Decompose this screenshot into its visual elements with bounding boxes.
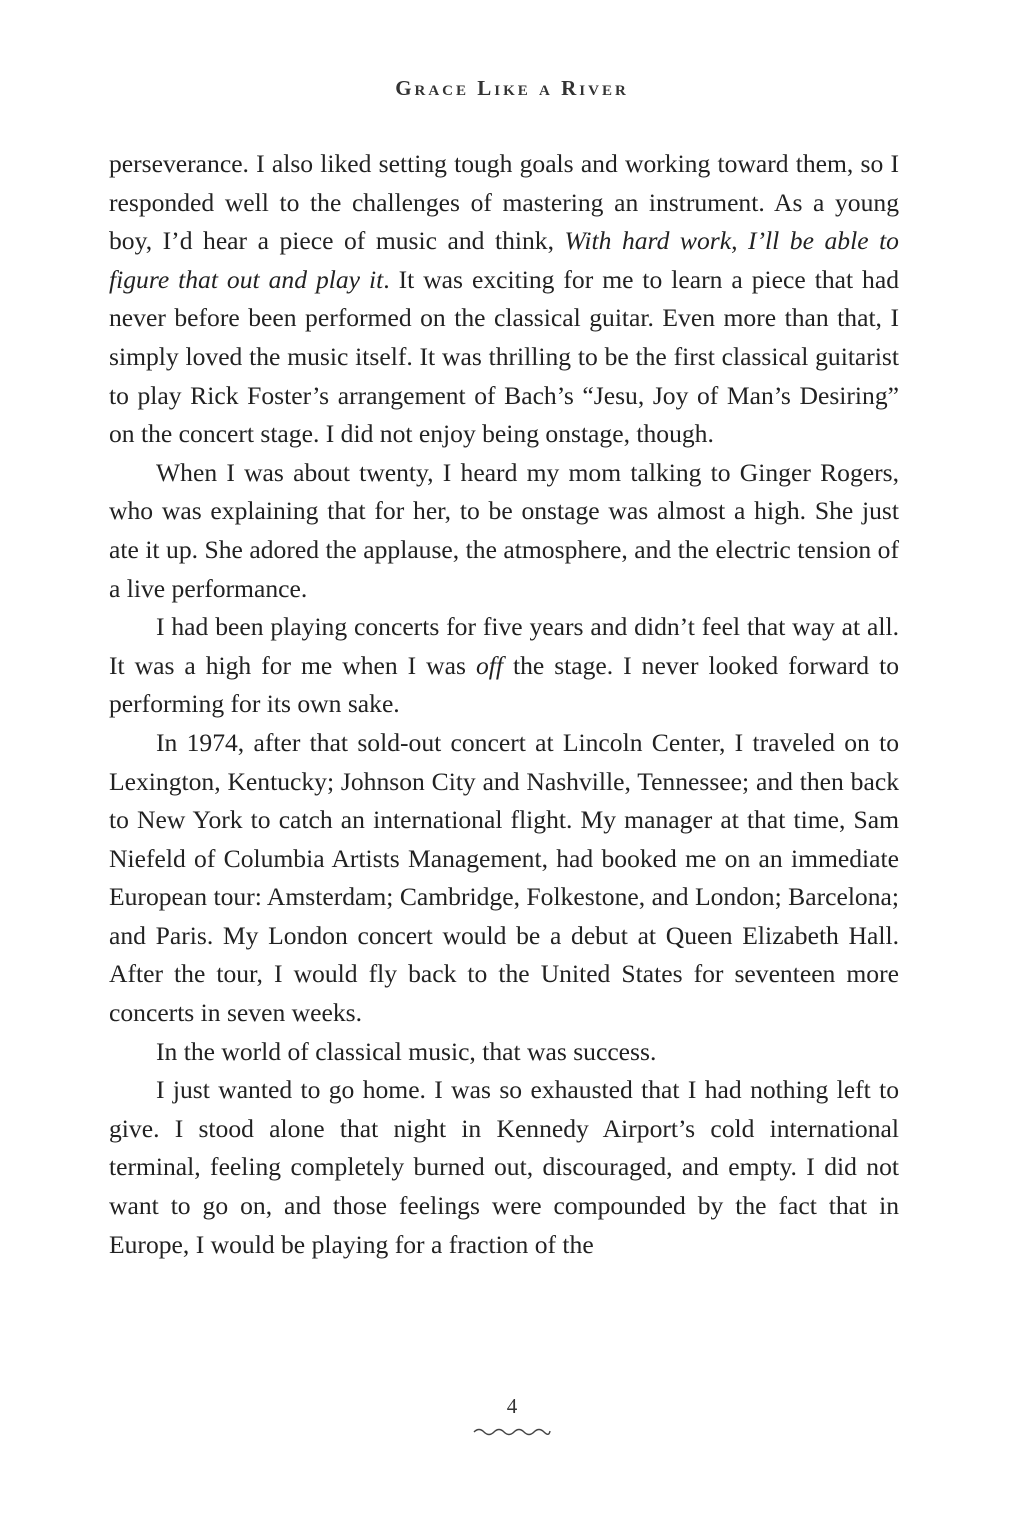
paragraph-1 [109, 145, 899, 454]
running-head: Grace Like a River [395, 76, 629, 100]
paragraph-6: I just wanted to go home. I was so exhausted that I had nothing left to give. I stood alone that night in Kennedy Airport’s cold international terminal, feeling completely burned out, discouraged, and empty. I did not want to go on, and those feelings were compounded by the fact that in Europe, I would be playing for a fraction of the [109, 1075, 899, 1259]
paragraph-3-text-a: I had been playing concerts for five years and didn’t feel that way at all. It was a high for me when I was [109, 612, 899, 680]
paragraph-4: In 1974, after that sold-out concert at Lincoln Center, I traveled on to Lexington, Kentucky; Johnson City and Nashville, Tennessee; and then back to New York to catch an international flight. My manager at that time, Sam Niefeld of Columbia Artists Management, had booked me on an immediate European tour: Amsterdam; Cambridge, Folkestone, and London; Barcelona; and Paris. My London concert would be a debut at Queen Elizabeth Hall. After the tour, I would fly back to the United States for seventeen more concerts in seven weeks. [109, 727, 899, 1028]
paragraph-2: When I was about twenty, I heard my mom talking to Ginger Rogers, who was explaining that for her, to be onstage was almost a high. She just ate it up. She adored the applause, the atmosphere, and the electric tension of a live performance. [109, 457, 899, 603]
paragraph-3-italic: off [475, 650, 503, 680]
wave-ornament-icon [472, 1426, 552, 1438]
paragraph-1-text-a: perseverance. I also liked setting tough goals and working toward them, so I responded well to the challenges of mastering an instrument. As a young boy, I’d hear a piece of music and think, [109, 149, 899, 256]
paragraph-1-italic: With hard work, I’ll be able to figure that out and play it [109, 226, 899, 294]
paragraph-3 [109, 608, 899, 724]
page-number: 4 [506, 1394, 518, 1418]
paragraph-3-text-b: the stage. I never looked forward to performing for its own sake. [109, 650, 899, 719]
paragraph-1-text-b: . It was exciting for me to learn a piece that had never before been performed on the classical guitar. Even more than that, I simply loved the music itself. It was thrilling to be the first classical guitarist to play Rick Foster’s arrangement of Bach’s “Jesu, Joy of Man’s Desiring” on the concert stage. I did not enjoy being onstage, though. [109, 264, 900, 449]
body-text [109, 145, 899, 1264]
paragraph-5: In the world of classical music, that was success. [156, 1036, 657, 1066]
